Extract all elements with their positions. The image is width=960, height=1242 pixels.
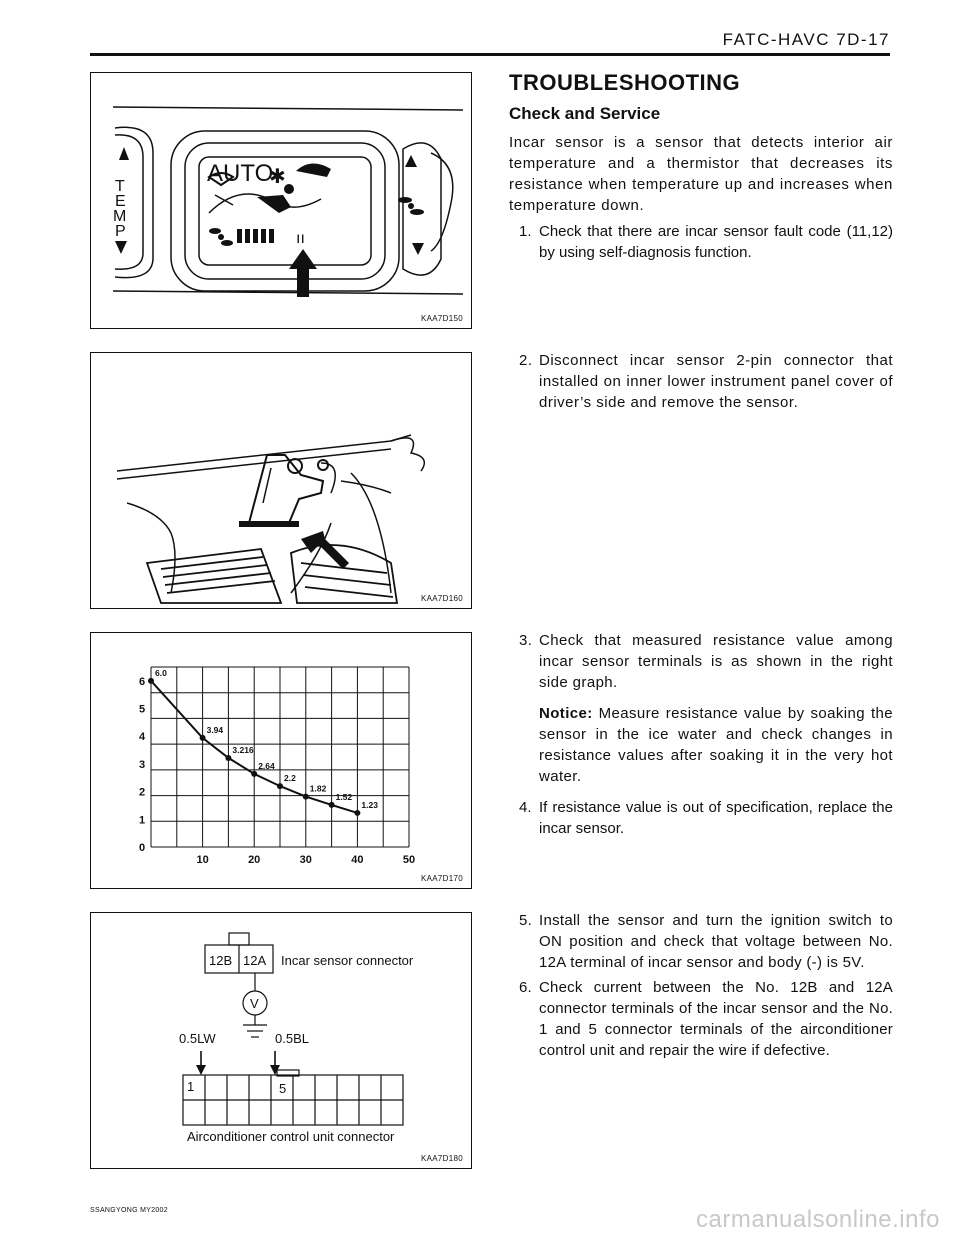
pedal-icon: [147, 545, 397, 603]
step-text: Check current between the No. 12B and 12A connector terminals of the incar sensor and the No. 1 and 5 connector terminals of the airconditioner control unit and repair the wire if defective.: [539, 979, 893, 1059]
intro-paragraph: Incar sensor is a sensor that detects interior air temperature and a thermistor that decreases its resistance when temperature up and increases when temperature down.: [509, 134, 893, 214]
step-3: [509, 630, 893, 693]
auto-label: AUTO: [207, 160, 274, 187]
segment-digits: ıı: [296, 230, 305, 247]
data-point: [354, 810, 360, 816]
fan-icon-right: [398, 197, 424, 215]
x-tick-label: 40: [351, 854, 364, 866]
incar-sensor-connector-label: Incar sensor connector: [281, 953, 414, 968]
data-point: [225, 755, 231, 761]
data-point: [251, 771, 257, 777]
y-tick-label: 6: [139, 675, 146, 688]
y-tick-label: 4: [139, 731, 146, 744]
data-label: 6.0: [155, 667, 167, 678]
text-block-2: [509, 350, 893, 413]
y-tick-label: 3: [139, 758, 146, 771]
figure-code: KAA7D150: [421, 314, 463, 323]
step-2: [509, 350, 893, 413]
text-block-1: [509, 132, 893, 263]
step-text: If resistance value is out of specification, replace the incar sensor.: [539, 799, 893, 837]
temp-letter-m: M: [113, 208, 127, 225]
fan-down-arrow-icon: [412, 243, 424, 255]
figure-resistance-chart: [90, 632, 472, 889]
fan-up-arrow-icon: [405, 155, 417, 167]
temp-letter-p: P: [115, 223, 126, 240]
x-tick-label: 30: [299, 854, 312, 866]
pin-12b-label: 12B: [209, 953, 233, 968]
recirculation-icon: [296, 163, 331, 177]
figure-code: KAA7D180: [421, 1154, 463, 1163]
step-4: [509, 797, 893, 839]
y-tick-label: 0: [139, 842, 146, 854]
y-tick-label: 2: [139, 786, 146, 799]
step-number: 6.: [519, 979, 532, 996]
temp-letter-e: E: [115, 193, 126, 210]
page-header-title: FATC-HAVC 7D-17: [722, 30, 890, 49]
pointer-arrow-icon: [289, 249, 317, 297]
step-number: 5.: [519, 912, 533, 929]
wire-0-5lw-label: 0.5LW: [179, 1031, 216, 1046]
figure-sensor-location: [90, 352, 472, 609]
x-tick-label: 50: [402, 854, 416, 866]
occupant-head-icon: [284, 184, 294, 194]
data-label: 1.23: [361, 799, 378, 810]
x-tick-label: 20: [248, 854, 261, 866]
pin-5-label: 5: [279, 1081, 287, 1096]
fan-icon-display: [209, 228, 233, 246]
wire-0-5bl-label: 0.5BL: [275, 1031, 309, 1046]
data-label: 1.82: [309, 783, 327, 794]
incar-sensor-icon: [249, 455, 323, 523]
voltmeter-label: V: [250, 996, 259, 1011]
fan-level-bars: [237, 229, 274, 243]
data-point: [148, 678, 154, 684]
step-number: 2.: [519, 352, 533, 369]
wire-arrow-icon: [196, 1065, 206, 1075]
data-point: [277, 783, 283, 789]
step-number: 4.: [519, 799, 532, 816]
step-text: Check that there are incar sensor fault code (11,12) by using self-diagnosis function.: [539, 223, 893, 261]
section-subtitle: Check and Service: [509, 104, 661, 123]
pin-1-label: 1: [187, 1079, 195, 1094]
sensor-connector-bar: [239, 521, 299, 527]
data-label: 3.94: [206, 724, 224, 735]
resistance-chart: [91, 633, 472, 889]
step-6: [509, 977, 893, 1061]
temp-letter-t: T: [115, 178, 125, 195]
y-tick-label: 1: [139, 814, 146, 827]
step-1: [509, 221, 893, 263]
data-label: 1.52: [335, 791, 353, 802]
sensor-connector-tab: [229, 933, 249, 945]
notice: [509, 703, 893, 787]
step-5: [509, 910, 893, 973]
section-title: TROUBLESHOOTING: [509, 70, 741, 95]
text-block-4: [509, 910, 893, 1061]
text-block-3: [509, 630, 893, 839]
data-label: 3.216: [232, 744, 254, 755]
y-tick-label: 5: [139, 703, 146, 716]
step-text: Install the sensor and turn the ignition switch to ON position and check that voltage between No. 12A terminal of incar sensor and body (-) is 5V.: [539, 912, 893, 971]
notice-label: Notice:: [539, 705, 593, 722]
data-point: [329, 802, 335, 808]
step-number: 1.: [519, 223, 532, 240]
snowflake-icon: ✱: [269, 166, 286, 188]
temp-up-arrow-icon: [119, 147, 129, 160]
air-flow-icon: [257, 195, 291, 213]
data-point: [303, 794, 309, 800]
data-point: [200, 735, 206, 741]
figure-wiring-diagram: [90, 912, 472, 1169]
figure-control-panel: [90, 72, 472, 329]
figure-code: KAA7D170: [421, 874, 463, 883]
step-number: 3.: [519, 632, 533, 649]
footer-brand: SSANGYONG MY2002: [90, 1207, 168, 1214]
x-tick-label: 10: [196, 854, 209, 866]
header-rule: [90, 53, 890, 56]
temp-down-arrow-icon: [115, 241, 127, 254]
ac-control-unit-connector-label: Airconditioner control unit connector: [187, 1129, 395, 1144]
notice-text: Measure resistance value by soaking the sensor in the ice water and check changes in resistance values after soaking it in the very hot water.: [539, 705, 893, 785]
figure-code: KAA7D160: [421, 594, 463, 603]
pin-12a-label: 12A: [243, 953, 267, 968]
step-text: Disconnect incar sensor 2-pin connector that installed on inner lower instrument panel cover of driver’s side and remove the sensor.: [539, 352, 893, 411]
data-label: 2.64: [258, 760, 275, 771]
data-label: 2.2: [284, 773, 296, 784]
watermark: carmanualsonline.info: [696, 1206, 940, 1233]
step-text: Check that measured resistance value among incar sensor terminals is as shown in the right side graph.: [539, 632, 893, 691]
